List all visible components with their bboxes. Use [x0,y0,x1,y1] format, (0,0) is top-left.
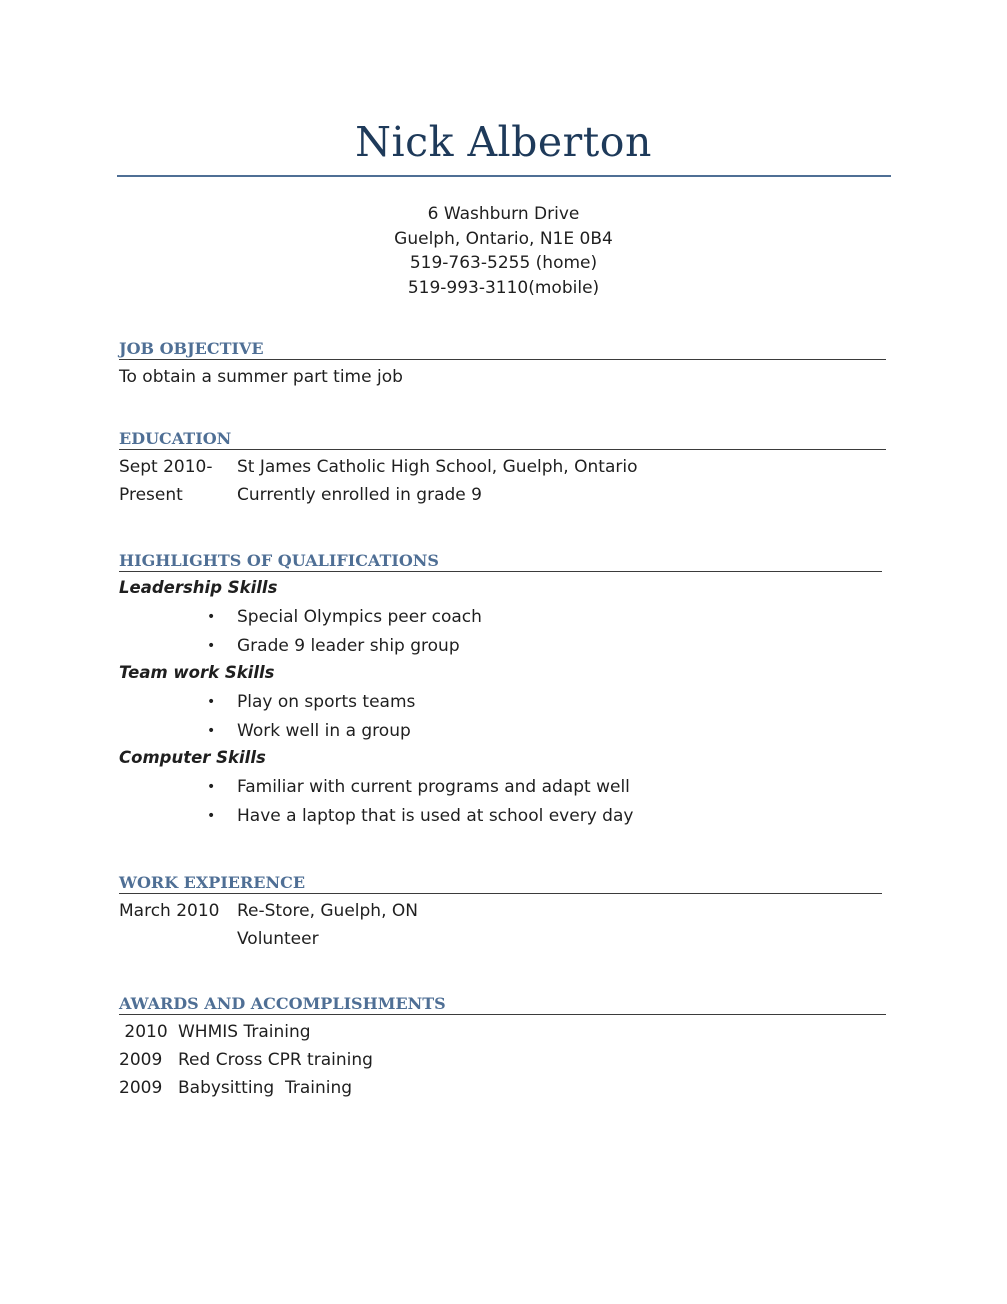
award-text: Red Cross CPR training [178,1050,373,1070]
address-line-2: Guelph, Ontario, N1E 0B4 [394,228,613,249]
award-year: 2010 [119,1022,168,1042]
bullet-icon: • [207,808,216,824]
bullet-icon: • [207,779,216,795]
skill-item: Familiar with current programs and adapt well [237,777,630,797]
award-year: 2009 [119,1078,163,1098]
phone-mobile: 519-993-3110(mobile) [407,277,600,298]
award-year: 2009 [119,1050,163,1070]
section-heading-work-experience: WORK EXPIERENCE [119,874,882,894]
section-heading-awards: AWARDS AND ACCOMPLISHMENTS [119,995,886,1015]
contact-block [0,202,1007,300]
award-text: Babysitting Training [178,1078,353,1098]
skill-group-title: Leadership Skills [119,578,278,597]
address-line-1: 6 Washburn Drive [427,204,580,224]
objective-text: To obtain a summer part time job [119,367,403,387]
skill-group-title: Team work Skills [119,663,275,682]
education-date-start: Sept 2010- [119,457,213,477]
bullet-icon: • [207,638,216,654]
skill-item: Special Olympics peer coach [237,607,482,627]
skill-item: Grade 9 leader ship group [237,636,460,656]
skill-group-title: Computer Skills [119,748,266,767]
phone-home: 519-763-5255 (home) [409,253,598,273]
section-heading-education: EDUCATION [119,430,886,450]
bullet-icon: • [207,609,216,625]
work-employer: Re-Store, Guelph, ON [237,901,418,921]
work-date: March 2010 [119,901,220,921]
skill-item: Play on sports teams [237,692,416,712]
section-heading-qualifications: HIGHLIGHTS OF QUALIFICATIONS [119,552,882,572]
education-school: St James Catholic High School, Guelph, Ontario [237,457,638,477]
education-date-end: Present [119,485,183,505]
bullet-icon: • [207,694,216,710]
education-status: Currently enrolled in grade 9 [237,485,482,505]
skill-item: Work well in a group [237,721,411,741]
work-role: Volunteer [237,929,319,949]
bullet-icon: • [207,723,216,739]
section-heading-job-objective: JOB OBJECTIVE [119,340,886,360]
skill-item: Have a laptop that is used at school every day [237,806,634,826]
award-text: WHMIS Training [178,1022,311,1042]
resume-name: Nick Alberton [355,118,652,166]
name-divider [117,175,891,177]
